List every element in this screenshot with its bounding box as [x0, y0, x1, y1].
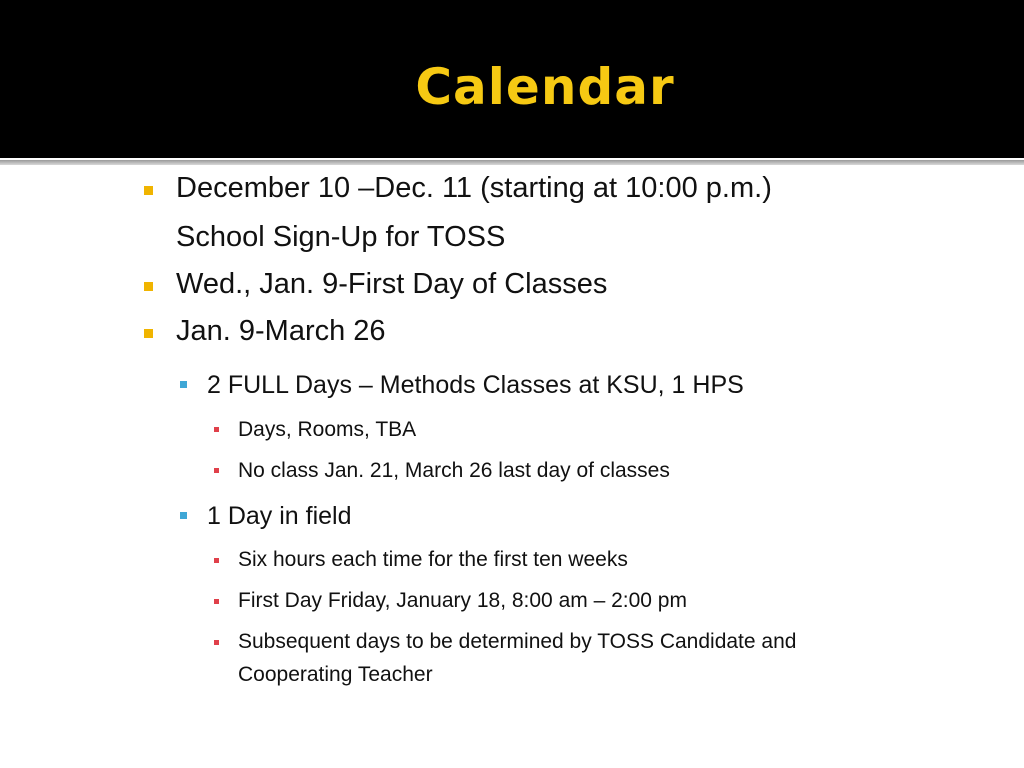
list-item-line: Six hours each time for the first ten weeks [238, 548, 628, 571]
list-item [238, 543, 628, 576]
list-item [176, 166, 772, 260]
list-item [238, 625, 796, 691]
list-item [176, 309, 386, 354]
list-item [207, 367, 744, 403]
list-item-line: 1 Day in field [207, 502, 352, 530]
list-item-line: 2 FULL Days – Methods Classes at KSU, 1 HPS [207, 371, 744, 399]
list-item-line: Subsequent days to be determined by TOSS Candidate and [238, 630, 797, 653]
bullet-icon [214, 427, 219, 432]
list-item-line: Cooperating Teacher [238, 663, 433, 686]
list-item [176, 262, 607, 307]
list-item [238, 454, 670, 487]
title-bar [0, 0, 1024, 158]
list-item-line: Days, Rooms, TBA [238, 418, 417, 441]
bullet-icon [214, 468, 219, 473]
list-item [238, 413, 416, 446]
slide-title: Calendar [415, 58, 675, 116]
list-item-line: No class Jan. 21, March 26 last day of classes [238, 459, 670, 482]
bullet-icon [214, 558, 219, 563]
bullet-icon [180, 512, 187, 519]
bullet-icon [214, 640, 219, 645]
list-item-line: School Sign-Up for TOSS [176, 221, 506, 253]
list-item-line: Jan. 9-March 26 [176, 315, 386, 347]
list-item-line: First Day Friday, January 18, 8:00 am – 2:00 pm [238, 589, 687, 612]
list-item [238, 584, 687, 617]
divider [0, 160, 1024, 165]
bullet-icon [144, 329, 153, 338]
bullet-icon [144, 186, 153, 195]
list-item [207, 498, 352, 534]
list-item-line: December 10 –Dec. 11 (starting at 10:00 p.m.) [176, 172, 772, 204]
bullet-icon [180, 381, 187, 388]
bullet-icon [144, 282, 153, 291]
list-item-line: Wed., Jan. 9-First Day of Classes [176, 268, 608, 300]
bullet-icon [214, 599, 219, 604]
